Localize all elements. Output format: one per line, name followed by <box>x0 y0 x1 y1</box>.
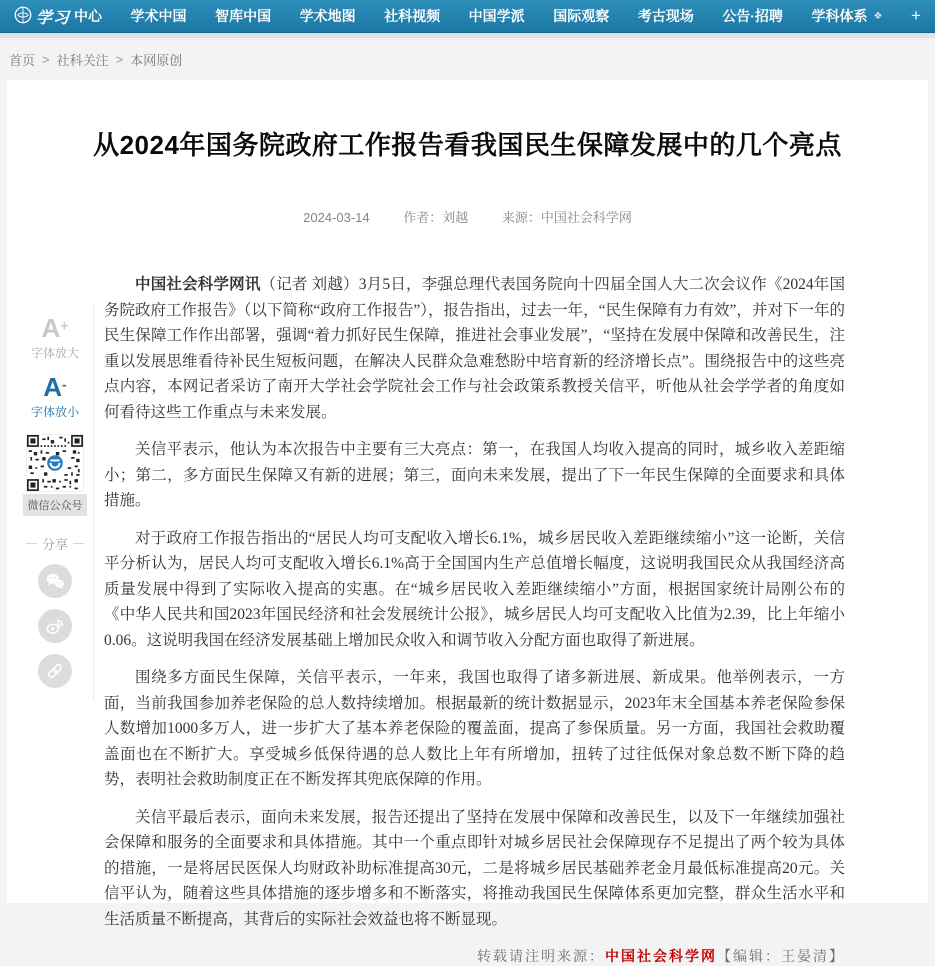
share-section-label: 分享 <box>19 534 91 553</box>
article-meta <box>7 207 928 226</box>
font-increase-button[interactable] <box>19 315 91 361</box>
nav-item-announcements-recruitment[interactable]: 公告·招聘 <box>722 8 783 24</box>
breadcrumb-current: 本网原创 <box>130 52 183 68</box>
article-author: 作者：刘越 <box>403 210 469 226</box>
font-increase-icon: A+ <box>41 313 69 343</box>
breadcrumb-section[interactable]: 社科关注 <box>56 52 109 68</box>
breadcrumb-home[interactable]: 首页 <box>9 52 36 68</box>
article-paragraph: 中国社会科学网讯（记者 刘越）3月5日，李强总理代表国务院向十四届全国人大二次会议作《2024年国务院政府工作报告》（以下简称“政府工作报告”），报告指出，过去一年，“民生保障有力有效”，并对下一年的民生保障工作作出部署，强调“着力抓好民生保障，推进社会事业发展”，“坚持在发展中保障和改善民生，注重以发展思维看待补民生短板问题，在解决人民群众急难愁盼中培育新的经济增长点”。围绕报告中的这些亮点内容，本网记者采访了南开大学社会学院社会工作与社会政策系教授关信平，听他从社会学学者的角度如何看待这些工作重点与未来发展。 <box>104 276 845 421</box>
font-decrease-icon: A- <box>43 372 67 402</box>
article-card <box>7 80 928 966</box>
breadcrumb <box>0 38 935 80</box>
font-increase-label: 字体放大 <box>30 346 79 360</box>
share-weibo-button[interactable] <box>38 609 72 643</box>
page-title: 从2024年国务院政府工作报告看我国民生保障发展中的几个亮点 <box>93 130 842 160</box>
paragraph-lead: 中国社会科学网讯 <box>135 276 261 294</box>
top-nav <box>0 0 935 33</box>
logo-label-text: 中心 <box>74 8 103 24</box>
nav-item-international-observation[interactable]: 国际观察 <box>553 8 610 24</box>
nav-item-discipline-system[interactable]: 学科体系 ❖ <box>811 8 883 24</box>
breadcrumb-separator: > <box>42 51 50 67</box>
reprint-note: 转载请注明来源： <box>477 950 605 966</box>
nav-more-button[interactable]: + <box>910 6 921 25</box>
nav-item-archaeology-live[interactable]: 考古现场 <box>637 8 694 24</box>
nav-item-learning-center[interactable] <box>14 5 102 28</box>
article-source: 来源：中国社会科学网 <box>501 210 632 226</box>
share-wechat-button[interactable] <box>38 564 72 598</box>
nav-item-academic-china[interactable]: 学术中国 <box>130 8 187 24</box>
footer-source-name: 中国社会科学网 <box>605 950 717 966</box>
nav-item-thinktank-china[interactable]: 智库中国 <box>215 8 272 24</box>
article-paragraph: 关信平表示，他认为本次报告中主要有三大亮点：第一，在我国人均收入提高的同时，城乡收入差距缩小；第二，多方面民生保障又有新的进展；第三，面向未来发展，提出了下一年民生保障的全面要求和具体措施。 <box>104 441 845 510</box>
article-paragraph: 围绕多方面民生保障，关信平表示，一年来，我国也取得了诸多新进展、新成果。他举例表示，一方面，当前我国参加养老保险的总人数持续增加。根据最新的统计数据显示，2023年末全国基本养老保险参保人数增加1000多万人，进一步扩大了基本养老保险的覆盖面，提高了参保质量。另一方面，我国社会救助覆盖面也在不断扩大。享受城乡低保待遇的总人数比上年有所增加，扭转了过往低保对象总数不断下降的趋势，表明社会救助制度正在不断发挥其兜底保障的作用。 <box>104 669 845 789</box>
side-toolbar <box>19 315 91 688</box>
logo-script-text: 学习 <box>36 9 71 27</box>
publish-date: 2024-03-14 <box>303 210 370 226</box>
link-icon <box>44 660 66 682</box>
wechat-icon <box>44 570 66 592</box>
sidebar-divider <box>93 305 94 700</box>
article-paragraph: 对于政府工作报告指出的“居民人均可支配收入增长6.1%，城乡居民收入差距继续缩小”这一论断，关信平分析认为，居民人均可支配收入增长6.1%高于全国国内生产总值增长幅度，这说明我国民众从我国经济高质量发展中得到了实际收入提高的实惠。在“城乡居民收入差距继续缩小”方面，根据国家统计局刚公布的《中华人民共和国2023年国民经济和社会发展统计公报》，城乡居民人均可支配收入比值为2.39，比上年缩小0.06。这说明我国在经济发展基础上增加民众收入和调节收入分配方面也取得了新进展。 <box>104 529 845 649</box>
site-logo-icon <box>14 6 32 27</box>
article-paragraph: 关信平最后表示，面向未来发展，报告还提出了坚持在发展中保障和改善民生，以及下一年继续加强社会保障和服务的全面要求和具体措施。其中一个重点即针对城乡居民社会保障现存不足提出了两个较为具体的措施，一是将居民医保人均财政补助标准提高30元，二是将城乡居民基础养老金月最低标准提高20元。关信平认为，随着这些具体措施的逐步增多和不断落实，将推动我国民生保障体系更加完整，群众生活水平和生活质量不断提高，其背后的实际社会效益也将不断显现。 <box>104 808 845 928</box>
article-footer <box>104 946 845 966</box>
qr-code-label: 微信公众号 <box>23 494 87 516</box>
footer-editor: 【编辑：王晏清】 <box>717 950 845 966</box>
breadcrumb-separator: > <box>115 51 124 67</box>
article-body <box>104 272 845 932</box>
gem-icon: ❖ <box>873 10 883 22</box>
nav-item-china-school[interactable]: 中国学派 <box>468 8 525 24</box>
weibo-icon <box>44 615 66 637</box>
font-decrease-label: 字体放小 <box>30 405 79 419</box>
nav-item-academic-map[interactable]: 学术地图 <box>299 8 356 24</box>
font-decrease-button[interactable] <box>19 374 91 420</box>
share-link-button[interactable] <box>38 654 72 688</box>
wechat-qr-code <box>26 434 84 492</box>
nav-item-social-science-video[interactable]: 社科视频 <box>384 8 441 24</box>
